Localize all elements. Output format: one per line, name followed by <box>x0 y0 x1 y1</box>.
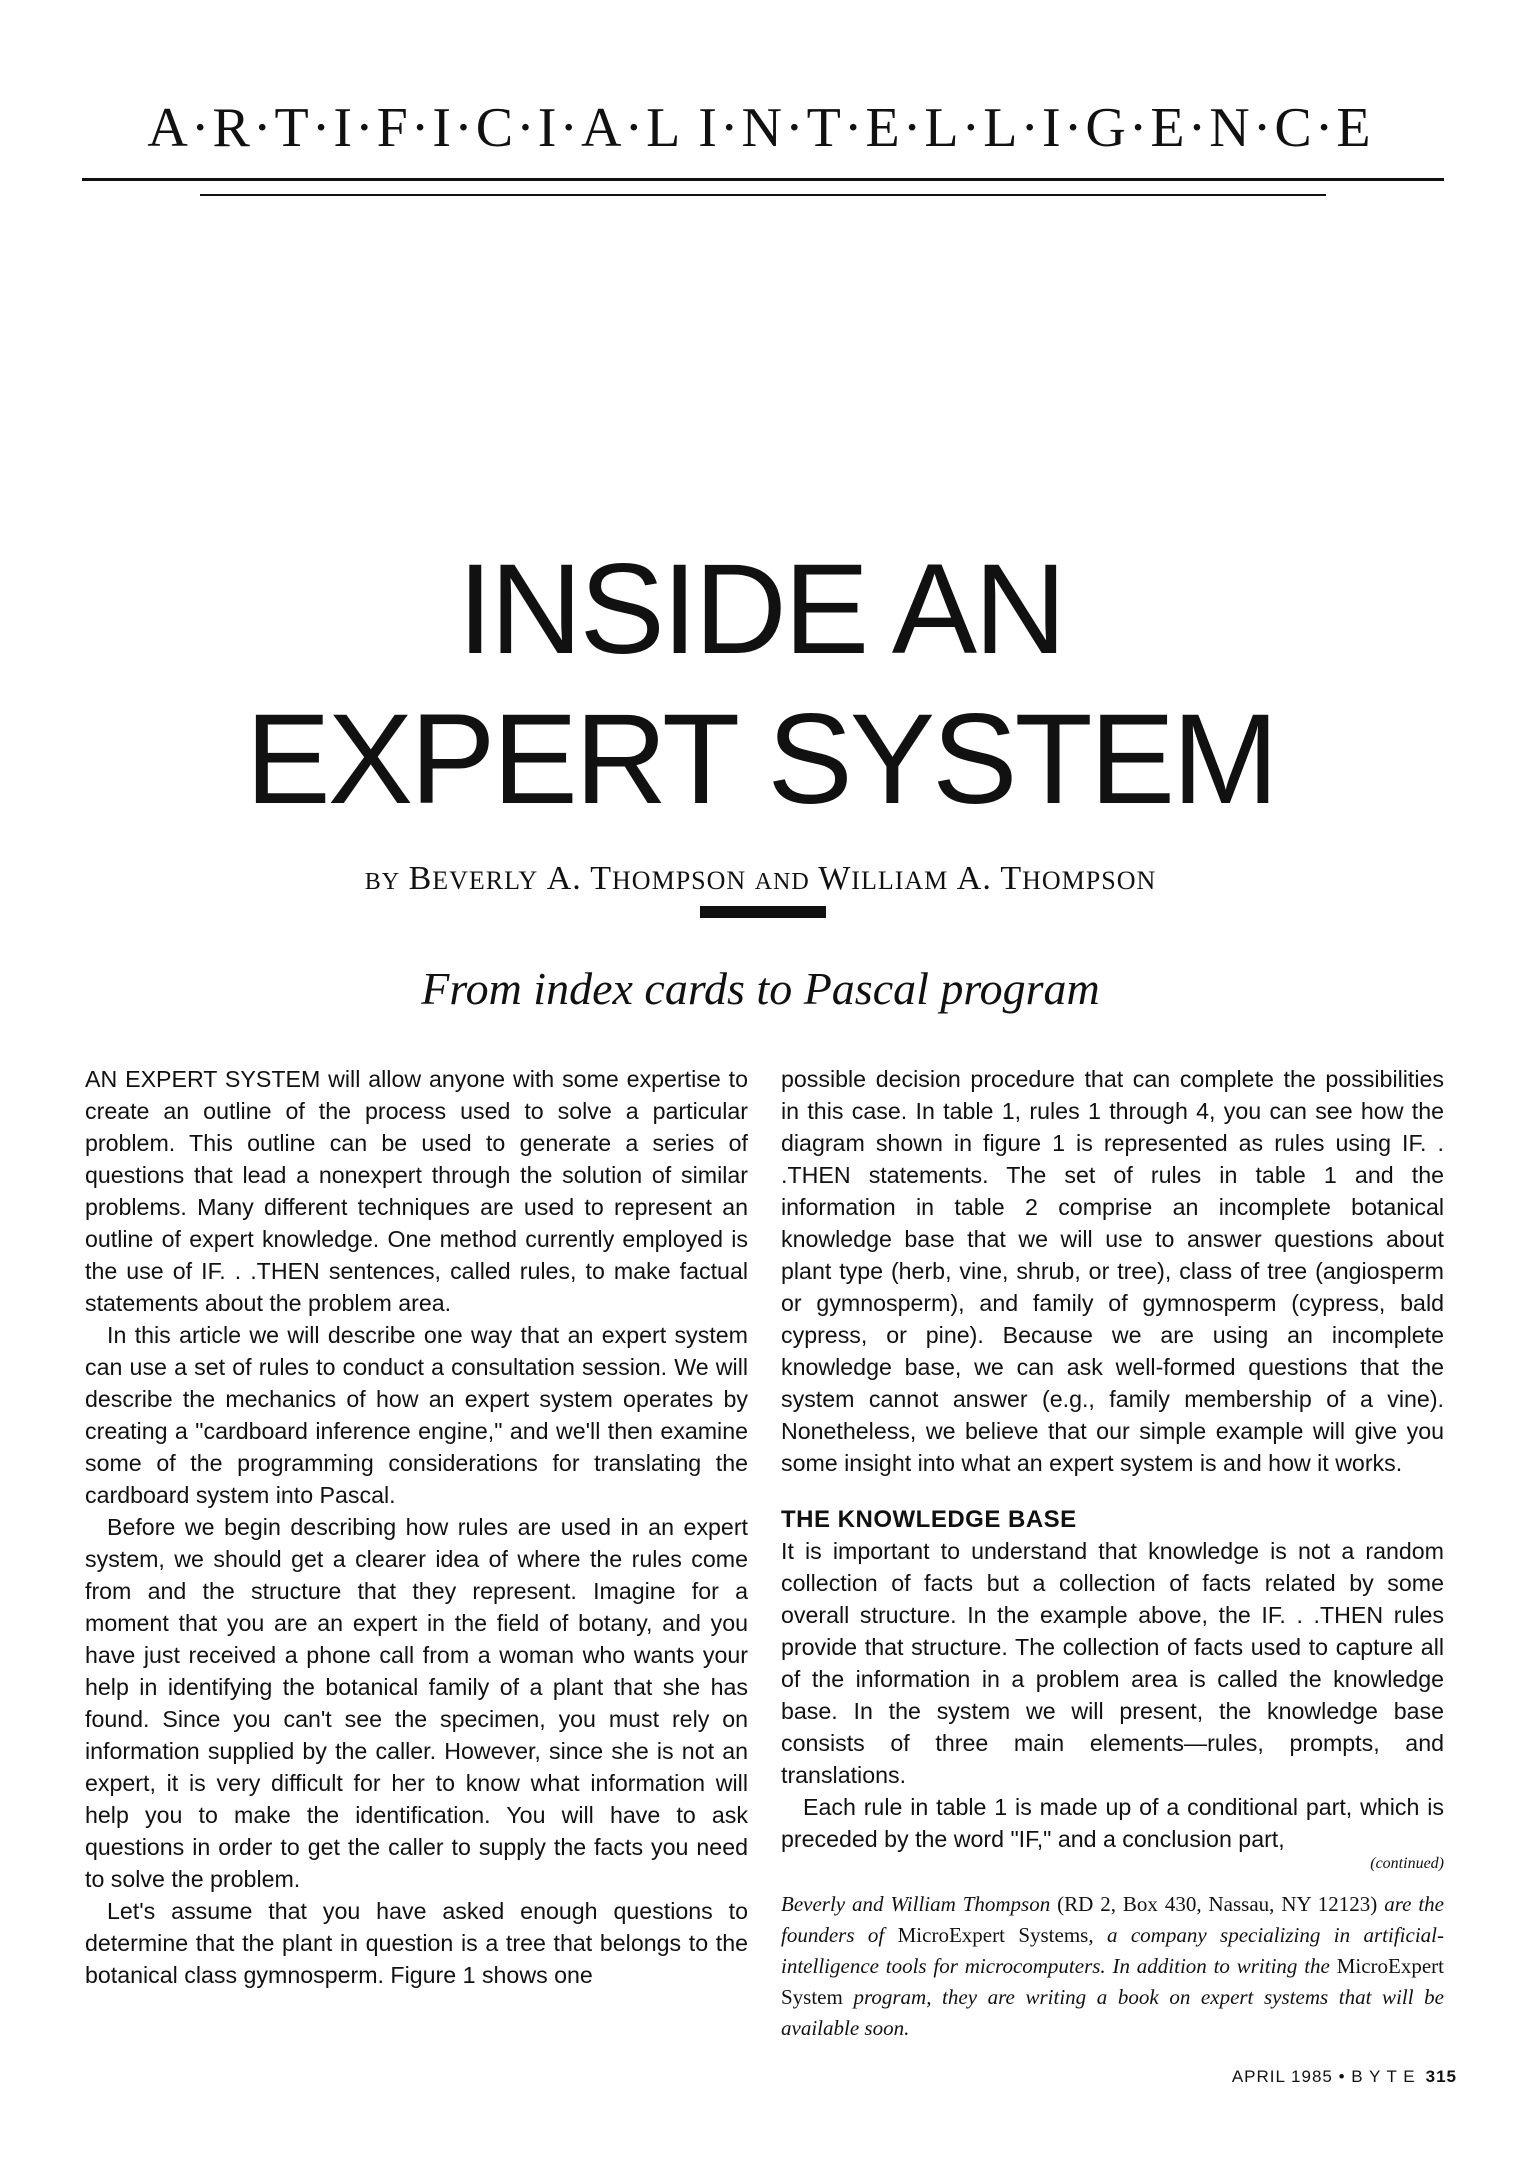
author2-initial: A. <box>956 860 992 897</box>
paragraph-5: possible decision procedure that can complete the possibilities in this case. In table 1, rules 1 through 4, you can see how the diagram shown in figure 1 is represented as rules using IF. . .THEN statements. The set of rules in table 1 and the information in table 2 comprise an incomplete botanical knowledge base that we will use to answer questions about plant type (herb, vine, shrub, or tree), class of tree (angiosperm or gymnosperm), and family of gymnosperm (cypress, bald cypress, or pine). Because we are using an incomplete knowledge base, we can ask well-formed questions that the system cannot answer (e.g., family membership of a vine). Nonetheless, we believe that our simple example will give you some insight into what an expert system is and how it works. <box>781 1066 1444 1476</box>
bio-company: MicroExpert Systems <box>897 1923 1089 1947</box>
header-rule-thick <box>82 178 1444 181</box>
author-bio <box>781 1889 1444 2044</box>
author2-last-letter: T <box>1000 860 1023 897</box>
author1-first-rest: EVERLY <box>432 866 539 895</box>
bio-text-2: , a company specializing in artificial-intelligence tools for microcomputers. In addition to writing the <box>781 1923 1444 1978</box>
section-heading-knowledge-base: THE KNOWLEDGE BASE <box>781 1506 1077 1533</box>
article-subtitle: From index cards to Pascal program <box>421 963 1100 1014</box>
byline <box>0 860 1521 898</box>
byline-and: AND <box>754 869 810 895</box>
author2-first-letter: W <box>818 860 852 897</box>
author1-last-letter: T <box>590 860 613 897</box>
continued-note: (continued) <box>1370 1855 1444 1872</box>
byline-bar <box>700 906 826 918</box>
bio-text-1: are the founders of <box>781 1892 1445 1947</box>
body-column-left <box>85 1063 748 1991</box>
header-rule-thin <box>200 194 1326 196</box>
paragraph-1: AN EXPERT SYSTEM will allow anyone with some expertise to create an outline of the process used to solve a particular problem. This outline can be used to generate a series of questions that lead a nonexpert through the solution of similar problems. Many different techniques are used to represent an outline of expert knowledge. One method currently employed is the use of IF. . .THEN sentences, called rules, to make factual statements about the problem area. <box>85 1066 748 1316</box>
paragraph-4: Let's assume that you have asked enough questions to determine that the plant in question is a tree that belongs to the botanical class gymnosperm. Figure 1 shows one <box>85 1898 748 1988</box>
paragraph-7: Each rule in table 1 is made up of a conditional part, which is preceded by the word "IF," and a conclusion part, <box>781 1794 1444 1852</box>
paragraph-3: Before we begin describing how rules are used in an expert system, we should get a clearer idea of where the rules come from and the structure that they represent. Imagine for a moment that you are an expert in the field of botany, and you have just received a phone call from a woman who wants your help in identifying the botanical family of a plant that she has found. Since you can't see the specimen, you must rely on information supplied by the caller. However, since she is not an expert, it is very difficult for her to know what information will help you to make the identification. You will have to ask questions in order to get the caller to supply the facts you need to solve the problem. <box>85 1514 748 1892</box>
page-number: 315 <box>1425 2067 1457 2086</box>
paragraph-6: It is important to understand that knowledge is not a random collection of facts but a collection of facts related by some overall structure. In the example above, the IF. . .THEN rules provide that structure. The collection of facts used to capture all of the information in a problem area is called the knowledge base. In the system we will present, the knowledge base consists of three main elements—rules, prompts, and translations. <box>781 1538 1444 1788</box>
bio-names: Beverly and William Thompson <box>781 1892 1051 1916</box>
bio-address: (RD 2, Box 430, Nassau, NY 12123) <box>1057 1892 1378 1916</box>
paragraph-2: In this article we will describe one way that an expert system can use a set of rules to conduct a consultation session. We will describe the mechanics of how an expert system operates by creating a "cardboard inference engine," and we'll then examine some of the programming considerations for translating the cardboard system into Pascal. <box>85 1322 748 1508</box>
headline-line-2: EXPERT SYSTEM <box>245 688 1276 831</box>
bio-program: MicroExpert System <box>781 1954 1444 2009</box>
author2-first-rest: ILLIAM <box>851 866 949 895</box>
author2-last-rest: HOMPSON <box>1022 866 1157 895</box>
footer-issue: APRIL 1985 • B Y T E <box>1231 2067 1416 2086</box>
article-headline <box>0 535 1521 835</box>
byline-by: BY <box>364 869 401 895</box>
headline-line-1: INSIDE AN <box>457 538 1064 681</box>
section-title: A·R·T·I·F·I·C·I·A·L I·N·T·E·L·L·I·G·E·N·C·E <box>147 97 1374 159</box>
page-footer <box>1232 2067 1457 2087</box>
author1-first-letter: B <box>408 860 433 897</box>
body-column-right <box>781 1063 1444 2044</box>
author1-initial: A. <box>546 860 582 897</box>
author1-last-rest: HOMPSON <box>612 866 747 895</box>
bio-text-3: program, they are writing a book on expert systems that will be available soon. <box>781 1985 1445 2040</box>
